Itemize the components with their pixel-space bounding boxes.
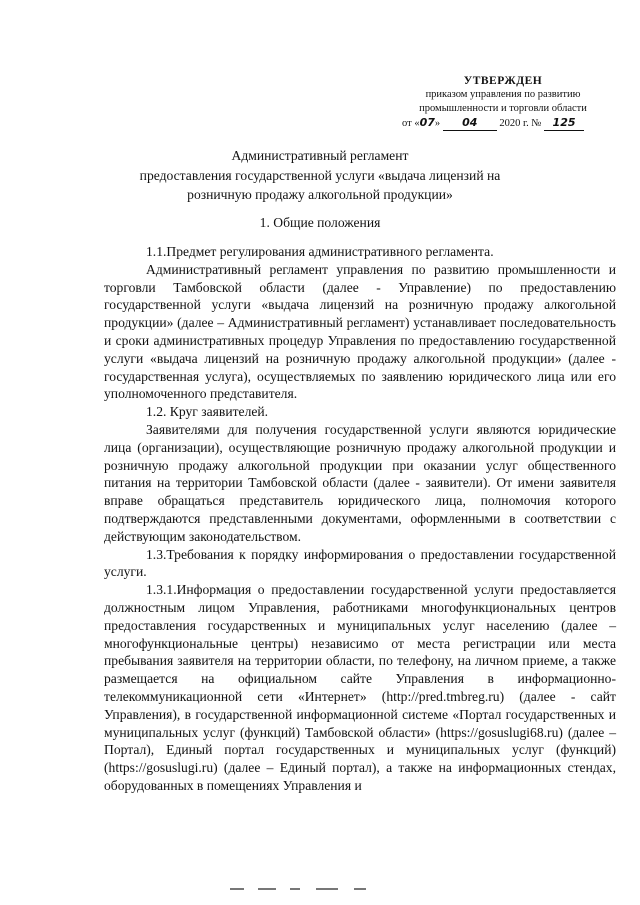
document-body xyxy=(104,243,616,795)
approval-heading: УТВЕРЖДЕН xyxy=(463,75,543,87)
paragraph-1-1-text: Административный регламент управления по развитию промышленности и торговли Тамбовской области (далее - Управление) по предоставлению государственной услуги «выдача лицензий на розничную продажу алкогольной продукции» (далее – Административный регламент) устанавливает последовательность и сроки административных процедур Управления по предоставлению государственной услуги «выдача лицензий на розничную продажу алкогольной продукции» (далее - государственная услуга), осуществляемых по заявлению юридического лица или его уполномоченного представителя. xyxy=(104,261,616,402)
title-line-3: розничную продажу алкогольной продукции» xyxy=(187,187,453,202)
date-prefix: от « xyxy=(402,118,420,129)
date-year: 2020 г. № xyxy=(499,118,542,129)
order-number: 125 xyxy=(544,116,584,131)
section-heading: 1. Общие положения xyxy=(259,215,381,230)
paragraph-1-2: 1.2. Круг заявителей. xyxy=(146,404,269,420)
paragraph-1-3-1: 1.3.1.Информация о предоставлении государственной услуги предоставляется должностным лицом Управления, работниками многофункциональных центров предоставления государственных и муниципальных услуг населению (далее – многофункциональные центры) независимо от места регистрации или места пребывания заявителя на территории области, по телефону, на личном приеме, а также размещается на официальном сайте Управления в информационно-телекоммуникационной сети «Интернет» (http://pred.tmbreg.ru) (далее - сайт Управления), в государственной информационной системе «Портал государственных и муниципальных услуг (функций) Тамбовской области» (https://gosuslugi68.ru) (далее – Портал), Единый портал государственных и муниципальных услуг (функций) (https://gosuslugi.ru) (далее – Единый портал), а также на информационных стендах, оборудованных в помещениях Управления и xyxy=(104,582,616,793)
paragraph-1-3: 1.3.Требования к порядку информирования о предоставлении государственной услуги. xyxy=(104,546,616,580)
paragraph-1-2-text: Заявителями для получения государственной услуги являются юридические лица (организации), осуществляющие розничную продажу алкогольной продукции и розничную продажу алкогольной продукции при оказании услуг общественного питания на территории Тамбовской области (далее - заявители). От имени заявителя вправе обращаться представитель юридического лица, полномочия которого подтверждаются представленными документами, оформленными в соответствии с действующим законодательством. xyxy=(104,421,616,544)
date-mid: » xyxy=(434,118,441,129)
title-line-1: Административный регламент xyxy=(231,148,409,163)
title-line-2: предоставления государственной услуги «выдача лицензий на xyxy=(139,167,501,183)
approval-line-1: приказом управления по развитию xyxy=(425,89,581,100)
approval-stamp xyxy=(398,74,608,131)
document-title xyxy=(0,146,640,205)
date-month: 04 xyxy=(443,116,497,131)
approval-line-2: промышленности и торговли области xyxy=(419,103,587,114)
scan-artifact-marks xyxy=(230,888,390,890)
paragraph-1-1: 1.1.Предмет регулирования административного регламента. xyxy=(146,244,494,259)
approval-date-line xyxy=(398,116,608,131)
date-day: 07 xyxy=(419,116,435,129)
